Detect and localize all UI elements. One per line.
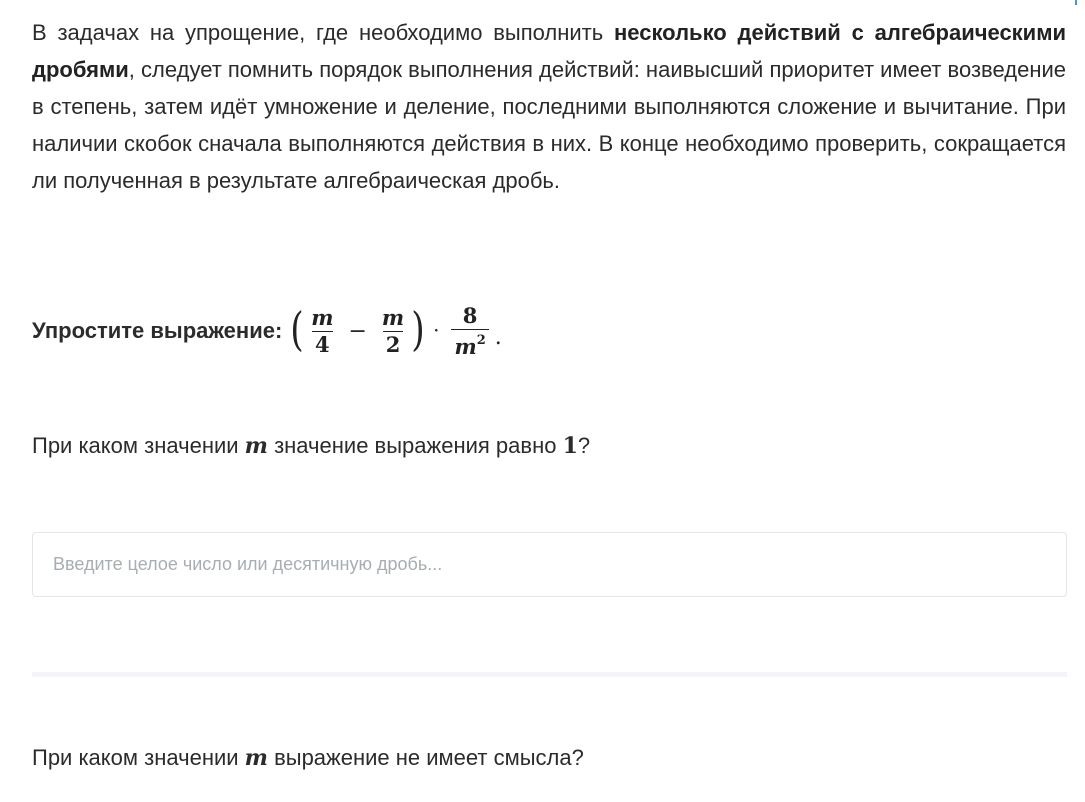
open-paren: ( (290, 302, 305, 356)
fraction-numerator: m (381, 304, 405, 330)
fraction-m-over-4 (308, 305, 336, 358)
fraction-denominator: 2 (383, 331, 404, 358)
math-expression (290, 303, 501, 360)
denominator-base: m (454, 333, 477, 359)
fraction-numerator: m (311, 304, 334, 330)
fraction-denominator (451, 329, 488, 360)
task-label: Упростите выражение: (32, 318, 283, 343)
close-paren: ) (411, 302, 425, 356)
question-1-part2: значение выражения равно (267, 433, 563, 458)
question-2-part1: При каком значении (32, 745, 245, 770)
question-2-part2: выражение не имеет смысла? (267, 745, 584, 770)
section-divider (32, 672, 1067, 677)
intro-bold-phrase: несколько действий с алгебраическими дробями (32, 20, 1067, 82)
corner-accent-mark (1075, 0, 1077, 5)
intro-text-part1: В задачах на упрощение, где необходимо выполнить (32, 20, 614, 45)
question-1-variable: m (244, 433, 268, 459)
question-1-value: 1 (562, 433, 578, 459)
question-2 (32, 745, 584, 771)
question-1-part1: При каком значении (32, 433, 245, 458)
fraction-denominator: 4 (312, 331, 333, 358)
fraction-8-over-m-squared (451, 303, 488, 360)
intro-text-part2: , следует помнить порядок выполнения действий: наивысший приоритет имеет возведение в степень, затем идёт умножение и деление, последними выполняются сложение и вычитание. При наличии скобок сначала выполняются действия в них. В конце необходимо проверить, сокращается ли полученная в результате алгебраическая дробь. (32, 57, 1066, 193)
task-statement (32, 296, 502, 366)
expression-period: . (494, 324, 502, 350)
fraction-numerator: 8 (462, 302, 478, 328)
question-2-variable: m (244, 745, 268, 771)
intro-paragraph (32, 14, 1066, 199)
answer-input[interactable] (32, 532, 1067, 597)
question-1 (32, 433, 590, 459)
denominator-exponent: 2 (476, 332, 486, 348)
multiply-dot: · (433, 318, 440, 342)
minus-sign: − (348, 318, 367, 344)
fraction-m-over-2 (379, 305, 407, 358)
question-1-part3: ? (577, 433, 591, 458)
